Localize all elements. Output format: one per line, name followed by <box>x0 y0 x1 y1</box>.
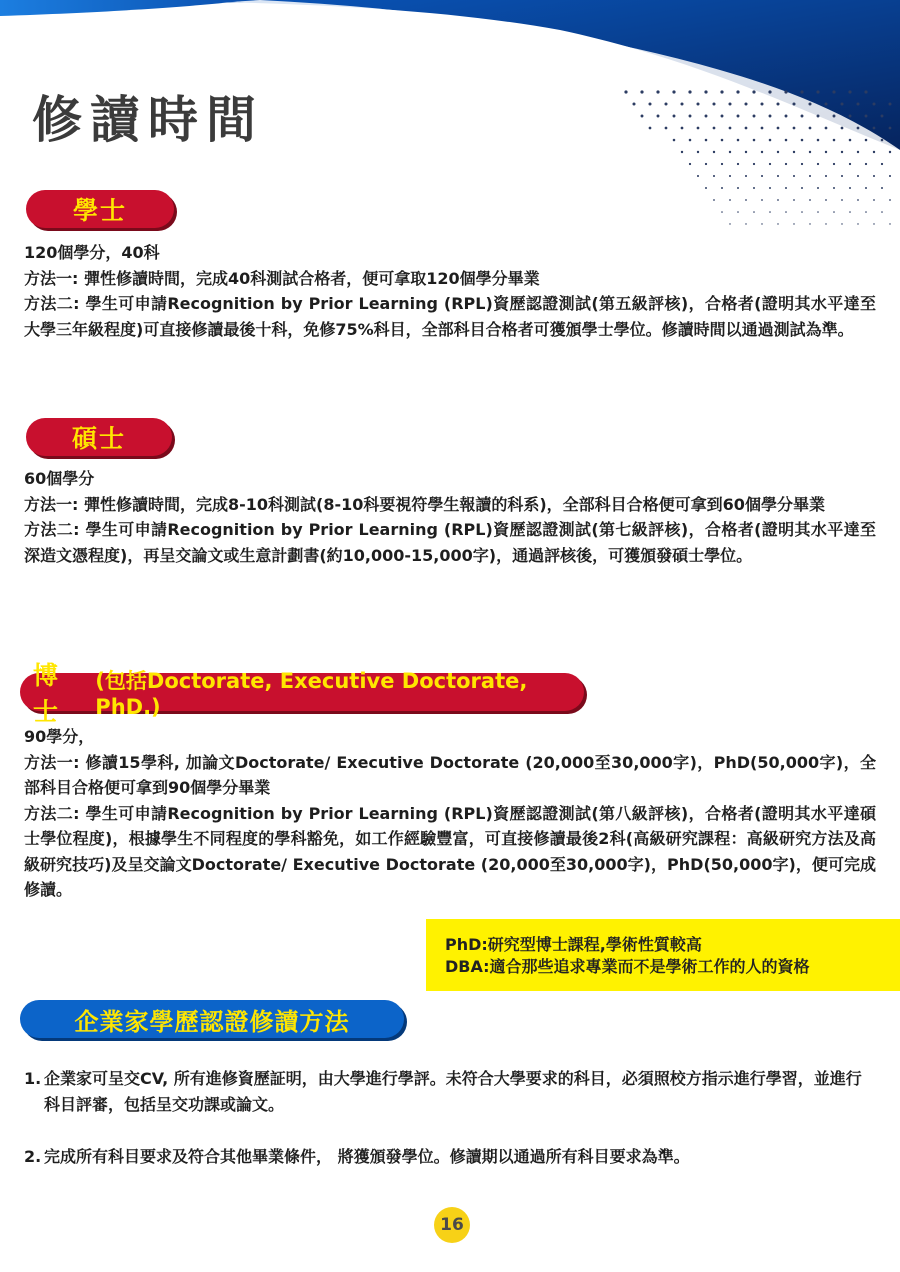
bachelor-details <box>24 240 876 342</box>
decor-dot <box>817 115 820 118</box>
decor-dot <box>721 139 724 142</box>
doctor-heading <box>20 661 584 726</box>
decor-dot <box>712 102 715 105</box>
decor-dot <box>737 115 740 118</box>
entrepreneur-list <box>24 1066 876 1170</box>
bachelor-method-2: 方法二: 學生可申請Recognition by Prior Learning (RPL)資歷認證測試(第五級評核)，合格者(證明其水平達至大學三年級程度)可直接修讀最後十科，免修75%科目，全部科目合格者可獲頒學士學位。修讀時間以通過測試為準。 <box>24 294 876 339</box>
decor-dot <box>793 151 795 153</box>
decor-dot <box>705 163 707 165</box>
decor-dot <box>856 102 859 105</box>
decor-dot <box>760 102 763 105</box>
decor-dot <box>872 102 875 105</box>
decor-dot <box>713 151 715 153</box>
decor-dot <box>873 199 875 201</box>
decor-dot <box>809 175 811 177</box>
decor-dot <box>873 175 875 177</box>
decor-dot <box>841 175 843 177</box>
decor-dot <box>761 127 764 130</box>
decor-dot <box>801 115 804 118</box>
decor-dot <box>841 199 843 201</box>
decor-dot <box>801 211 803 213</box>
decor-dot <box>857 127 860 130</box>
decor-dot <box>833 115 836 118</box>
decor-dot <box>720 90 723 93</box>
bachelor-credits: 120個學分，40科 <box>24 243 160 262</box>
decor-dot <box>801 187 803 189</box>
decor-dot <box>833 139 836 142</box>
decor-dot <box>745 175 747 177</box>
decor-dot <box>881 187 883 189</box>
decor-dot <box>777 151 779 153</box>
list-item <box>24 1066 876 1118</box>
decor-dot <box>705 115 708 118</box>
decor-dot <box>761 151 763 153</box>
decor-dot <box>729 199 731 201</box>
decor-dot <box>785 115 788 118</box>
decor-dot <box>729 175 731 177</box>
decor-dot <box>728 102 731 105</box>
decor-dot <box>769 211 771 213</box>
decor-dot <box>680 102 683 105</box>
decor-dot <box>673 139 676 142</box>
decor-dot <box>737 163 739 165</box>
page-title: 修讀時間 <box>32 91 264 149</box>
decor-dot <box>745 127 748 130</box>
bachelor-label: 學士 <box>72 196 127 225</box>
decor-dot <box>737 187 739 189</box>
list-item <box>24 1144 876 1170</box>
decor-dot <box>865 163 867 165</box>
decor-dot <box>849 139 852 142</box>
decor-dot <box>849 211 851 213</box>
decor-dot <box>840 102 843 105</box>
decor-dot <box>825 223 826 224</box>
decor-dot <box>673 115 676 118</box>
decor-dot <box>777 175 779 177</box>
decor-dot <box>857 223 858 224</box>
doctor-details <box>24 724 876 903</box>
entrepreneur-heading <box>20 1000 404 1038</box>
decor-dot <box>769 187 771 189</box>
decor-dot <box>737 211 739 213</box>
decor-dot <box>865 211 867 213</box>
decor-dot <box>648 102 651 105</box>
bachelor-heading <box>26 190 174 228</box>
doctor-method-2: 方法二: 學生可申請Recognition by Prior Learning (RPL)資歷認證測試(第八級評核)，合格者(證明其水平達碩士學位程度)，根據學生不同程度的學科豁免，如工作經驗豐富，可直接修讀最後2科(高級研究課程：高級研究方法及高級研究技巧)及呈交論文Doctorate/ Executive Doctorate (20,000至30,000字)，PhD(50,000字)，便可完成修讀。 <box>24 803 876 899</box>
decor-dot <box>736 90 739 93</box>
decor-dot <box>777 127 780 130</box>
decor-dot <box>817 139 820 142</box>
decor-dot <box>881 163 883 165</box>
decor-dot <box>809 151 811 153</box>
decor-dot <box>817 211 819 213</box>
decor-dot <box>777 223 778 224</box>
decor-dot <box>761 175 763 177</box>
decor-dot <box>785 187 787 189</box>
decor-dot <box>817 187 819 189</box>
master-credits: 60個學分 <box>24 469 95 488</box>
decor-dot <box>833 187 835 189</box>
decor-dot <box>889 151 891 153</box>
doctor-credits: 90學分， <box>24 727 95 746</box>
decor-dot <box>641 115 644 118</box>
decor-dot <box>649 127 652 130</box>
decor-dot <box>665 127 668 130</box>
decor-dot <box>705 187 707 189</box>
decor-dot <box>713 127 716 130</box>
master-method-1: 方法一: 彈性修讀時間，完成8-10科測試(8-10科要視符學生報讀的科系)，全部科目合格便可拿到60個學分畢業 <box>24 494 825 514</box>
decor-dot <box>825 175 827 177</box>
doctor-method-1: 方法一: 修讀15學科, 加論文Doctorate/ Executive Doctorate (20,000至30,000字)，PhD(50,000字)，全部科目合格便可拿到90個學分畢業 <box>24 752 876 797</box>
master-label: 碩士 <box>71 424 126 453</box>
decor-dot <box>721 187 723 189</box>
decor-dot <box>816 90 819 93</box>
decor-dot <box>681 151 683 153</box>
decor-dot <box>793 223 794 224</box>
doctor-sub-label: (包括Doctorate, Executive Doctorate, PhD.) <box>95 669 528 719</box>
page-number-badge: 16 <box>434 1207 470 1243</box>
decor-dot <box>800 90 803 93</box>
decor-dot <box>801 139 804 142</box>
decor-dot <box>841 127 844 130</box>
decor-dot <box>737 139 740 142</box>
decor-dot <box>768 90 771 93</box>
decor-dot <box>664 102 667 105</box>
bachelor-method-1: 方法一: 彈性修讀時間，完成40科測試合格者，便可拿取120個學分畢業 <box>24 268 540 288</box>
list-item-number: 1. <box>24 1069 42 1088</box>
decor-dot <box>761 199 763 201</box>
decor-dot <box>857 199 859 201</box>
decor-dot <box>721 163 723 165</box>
decor-dot <box>841 151 843 153</box>
decor-dot <box>729 223 730 224</box>
decor-dot <box>745 223 746 224</box>
decor-dot <box>889 175 891 177</box>
decor-dot <box>864 90 867 93</box>
decor-dot <box>832 90 835 93</box>
decor-dot <box>697 127 700 130</box>
list-item-text: 企業家可呈交CV, 所有進修資歷証明，由大學進行學評。未符合大學要求的科目，必須照校方指示進行學習，並進行科目評審，包括呈交功課或論文。 <box>44 1069 862 1114</box>
decor-dot <box>881 139 884 142</box>
decor-dot <box>753 163 755 165</box>
decor-dot <box>753 187 755 189</box>
decor-dot <box>785 163 787 165</box>
decor-dot <box>849 115 852 118</box>
decor-dot <box>817 163 819 165</box>
decor-dot <box>761 223 762 224</box>
decor-dot <box>696 102 699 105</box>
decor-dot <box>697 151 699 153</box>
decor-dot <box>705 139 708 142</box>
decor-dot <box>889 223 890 224</box>
decor-dot <box>873 223 874 224</box>
decor-dot <box>792 102 795 105</box>
decor-dot <box>624 90 627 93</box>
decor-dot <box>857 151 859 153</box>
note-phd: PhD:研究型博士課程,學術性質較高 <box>445 935 702 954</box>
decor-dot <box>721 211 723 213</box>
decor-dot <box>752 90 755 93</box>
decor-dot <box>745 199 747 201</box>
master-heading <box>26 418 172 456</box>
decor-dot <box>881 211 883 213</box>
decor-dot <box>744 102 747 105</box>
decor-dot <box>873 151 875 153</box>
decor-dot <box>769 139 772 142</box>
degree-note-box <box>426 919 900 991</box>
list-item-text: 完成所有科目要求及符合其他畢業條件， 將獲頒發學位。修讀期以通過所有科目要求為準。 <box>44 1147 690 1166</box>
decor-dot <box>681 127 684 130</box>
decor-dot <box>688 90 691 93</box>
entrepreneur-label: 企業家學歷認證修讀方法 <box>74 1007 350 1036</box>
decor-dot <box>689 115 692 118</box>
decor-dot <box>873 127 876 130</box>
decor-dot <box>753 115 756 118</box>
decor-dot <box>729 151 731 153</box>
note-dba: DBA:適合那些追求專業而不是學術工作的人的資格 <box>445 957 810 976</box>
decor-dot <box>721 115 724 118</box>
master-details <box>24 466 876 568</box>
decor-dot <box>809 223 810 224</box>
decor-dot <box>793 175 795 177</box>
decor-dot <box>833 211 835 213</box>
decor-dot <box>825 127 828 130</box>
decor-dot <box>769 115 772 118</box>
decor-dot <box>689 163 691 165</box>
decor-dot <box>809 199 811 201</box>
decor-dot <box>777 199 779 201</box>
decor-dot <box>784 90 787 93</box>
decor-dot <box>776 102 779 105</box>
decor-dot <box>704 90 707 93</box>
decor-dot <box>729 127 732 130</box>
decor-dot <box>888 102 891 105</box>
decor-dot <box>809 127 812 130</box>
decor-dot <box>793 127 796 130</box>
decor-dot <box>857 175 859 177</box>
decor-dot <box>825 151 827 153</box>
decor-dot <box>881 115 884 118</box>
master-method-2: 方法二: 學生可申請Recognition by Prior Learning (RPL)資歷認證測試(第七級評核)，合格者(證明其水平達至深造文憑程度)，再呈交論文或生意計劃書(約10,000-15,000字)，通過評核後，可獲頒發碩士學位。 <box>24 520 876 565</box>
decor-dot <box>753 211 755 213</box>
decor-dot <box>808 102 811 105</box>
list-item-number: 2. <box>24 1147 42 1166</box>
decor-dot <box>841 223 842 224</box>
decor-dot <box>785 211 787 213</box>
decor-dot <box>713 199 715 201</box>
decor-dot <box>656 90 659 93</box>
decor-dot <box>672 90 675 93</box>
decor-dot <box>889 199 891 201</box>
decor-dot <box>689 139 692 142</box>
decor-dot <box>825 199 827 201</box>
decor-dot <box>865 139 868 142</box>
decor-dot <box>865 187 867 189</box>
decor-dot <box>697 175 699 177</box>
decor-dot <box>632 102 635 105</box>
decor-dot <box>713 175 715 177</box>
decor-dot <box>657 115 660 118</box>
decor-dot <box>793 199 795 201</box>
decor-dot <box>769 163 771 165</box>
decor-dot <box>801 163 803 165</box>
decor-dot <box>848 90 851 93</box>
decor-dot <box>849 187 851 189</box>
decor-dot <box>824 102 827 105</box>
decor-dot <box>785 139 788 142</box>
decor-dot <box>865 115 868 118</box>
decor-dot <box>849 163 851 165</box>
doctor-label: 博士 <box>33 661 61 726</box>
decor-dot <box>640 90 643 93</box>
decor-dot <box>833 163 835 165</box>
decor-dot <box>889 127 892 130</box>
decor-dot <box>745 151 747 153</box>
decor-dot <box>753 139 756 142</box>
